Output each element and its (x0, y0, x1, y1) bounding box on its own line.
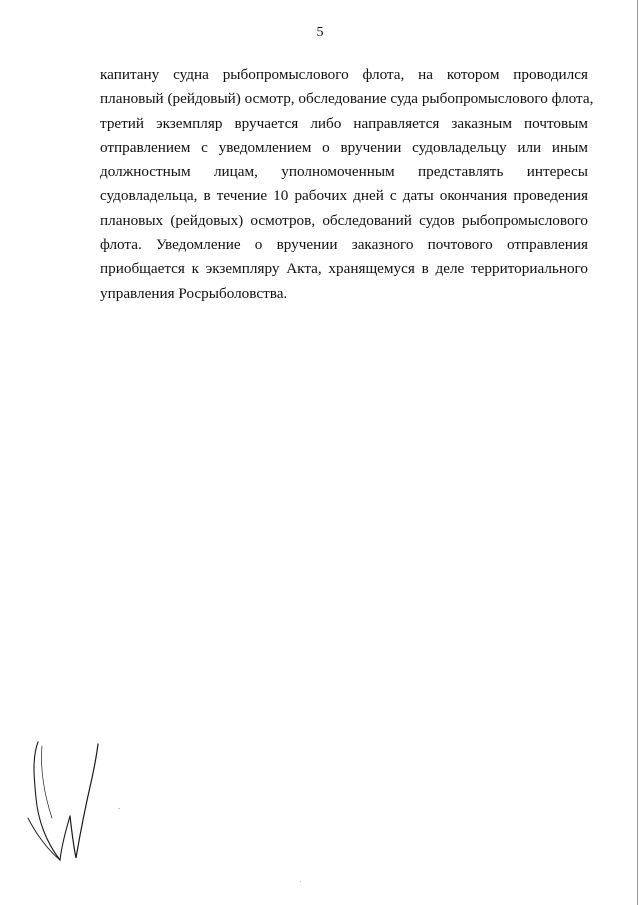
text-line: третий экземпляр вручается либо направляется заказным почтовым (100, 114, 588, 132)
scan-border (637, 0, 638, 905)
scan-speck (300, 881, 301, 882)
signature-stroke (34, 742, 70, 860)
text-line: отправлением с уведомлением о вручении судовладельцу или иным (100, 138, 588, 156)
text-line: плановых (рейдовых) осмотров, обследований судов рыбопромыслового (100, 211, 588, 229)
text-line: приобщается к экземпляру Акта, хранящемуся в деле территориального (100, 260, 588, 278)
scan-speck (118, 808, 120, 809)
text-line: должностным лицам, уполномоченным представлять интересы (100, 163, 588, 181)
body-paragraph (100, 63, 594, 306)
text-line: судовладельца, в течение 10 рабочих дней с даты окончания проведения (100, 187, 588, 205)
text-line: плановый (рейдовый) осмотр, обследование суда рыбопромыслового флота, (100, 90, 594, 108)
text-line: флота. Уведомление о вручении заказного почтового отправления (100, 236, 588, 254)
text-line: управления Росрыболовства. (100, 284, 288, 302)
signature-stroke (41, 746, 52, 818)
text-line: капитану судна рыбопромыслового флота, на котором проводился (100, 66, 588, 83)
page-number: 5 (316, 25, 324, 40)
signature-stroke (70, 744, 98, 858)
handwritten-signature (22, 738, 112, 868)
